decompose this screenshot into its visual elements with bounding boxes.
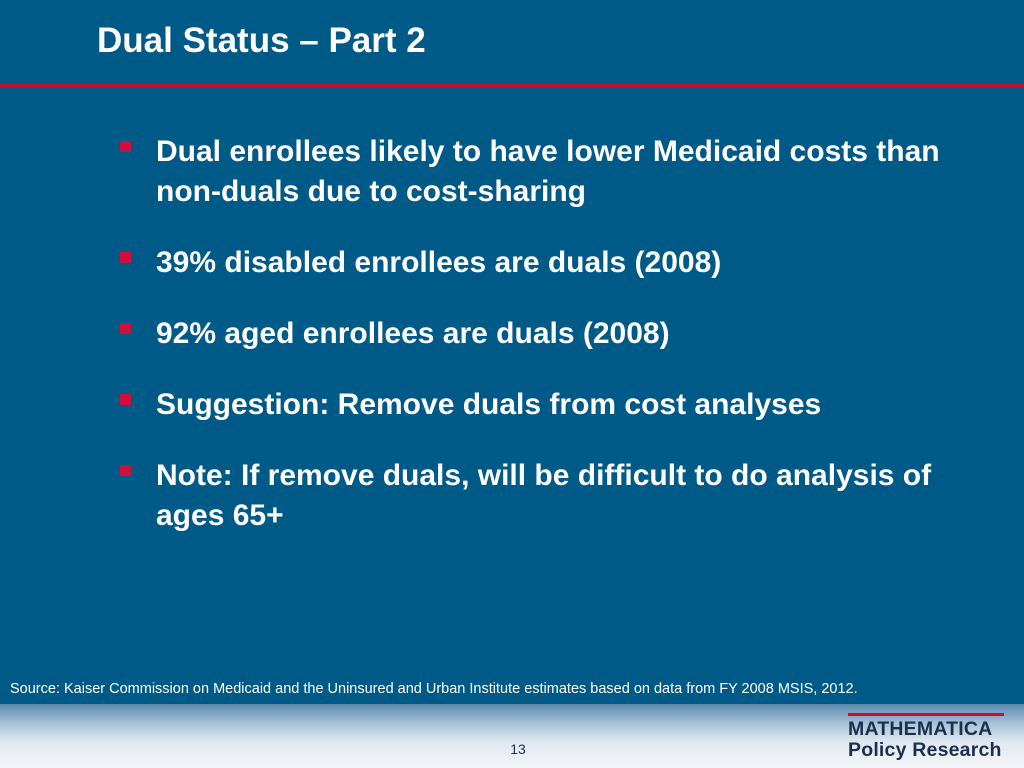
source-citation: Source: Kaiser Commission on Medicaid and the Uninsured and Urban Institute estimates based on data from FY 2008 MSIS, 2012. [10,681,858,697]
title-divider [0,84,1024,87]
bullet-item [120,314,940,354]
square-bullet-icon [120,465,131,476]
bullet-text: Suggestion: Remove duals from cost analyses [156,388,822,421]
bullet-item [120,243,940,283]
bullet-list [120,132,940,567]
bullet-text: 92% aged enrollees are duals (2008) [156,317,670,350]
bullet-item [120,385,940,425]
logo-wordmark: MATHEMATICA [848,718,993,740]
square-bullet-icon [120,394,131,405]
page-number: 13 [510,741,526,757]
slide-title: Dual Status – Part 2 [97,21,426,60]
bullet-text: 39% disabled enrollees are duals (2008) [156,246,722,279]
bullet-text: Dual enrollees likely to have lower Medicaid costs than non-duals due to cost-sharing [156,135,940,208]
bullet-item [120,456,940,536]
bullet-text: Note: If remove duals, will be difficult to do analysis of ages 65+ [156,459,932,532]
logo-subtitle: Policy Research [848,739,1002,761]
square-bullet-icon [120,141,131,152]
logo-rule [848,713,1004,716]
square-bullet-icon [120,252,131,263]
bullet-item [120,132,940,212]
mathematica-logo [846,712,1006,764]
square-bullet-icon [120,323,131,334]
